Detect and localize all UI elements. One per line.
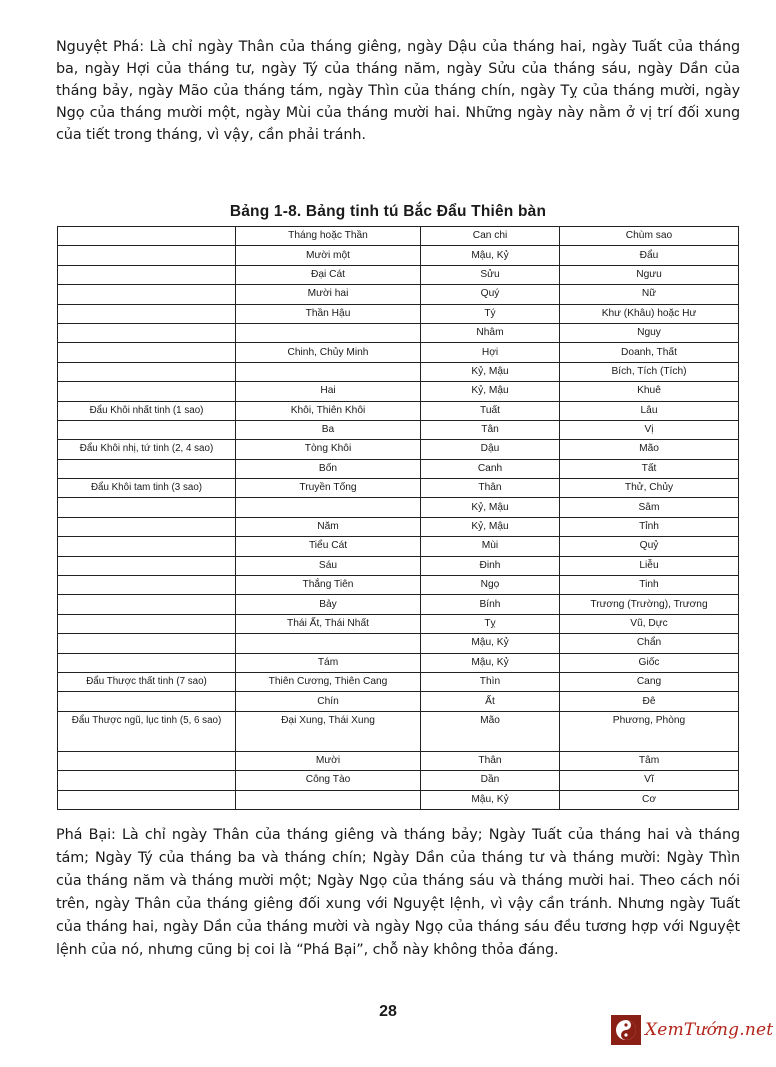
- table-cell: Doanh, Thất: [560, 343, 739, 362]
- table-cell: Đẩu Khôi nhất tinh (1 sao): [58, 401, 236, 420]
- table-cell: [58, 790, 236, 809]
- table-cell: Mão: [421, 711, 560, 751]
- table-cell: Đại Cát: [236, 265, 421, 284]
- table-cell: [58, 265, 236, 284]
- table-header-row: [58, 227, 739, 246]
- table-cell: Ngưu: [560, 265, 739, 284]
- table-row: [58, 672, 739, 691]
- table-cell: Thân: [421, 751, 560, 770]
- table-cell: Mùi: [421, 537, 560, 556]
- table-row: [58, 265, 739, 284]
- table-cell: Tuất: [421, 401, 560, 420]
- table-cell: [58, 751, 236, 770]
- table-cell: [236, 323, 421, 342]
- table-row: [58, 614, 739, 633]
- table-row: [58, 304, 739, 323]
- table-cell: Dần: [421, 771, 560, 790]
- table-cell: Quỷ: [560, 537, 739, 556]
- table-cell: Đê: [560, 692, 739, 711]
- table-cell: [236, 634, 421, 653]
- table-cell: Mười hai: [236, 285, 421, 304]
- table-cell: Tiểu Cát: [236, 537, 421, 556]
- table-cell: Tám: [236, 653, 421, 672]
- table-row: [58, 751, 739, 770]
- table-row: [58, 459, 739, 478]
- table-row: [58, 653, 739, 672]
- table-cell: Phương, Phòng: [560, 711, 739, 751]
- table-row: [58, 498, 739, 517]
- header-cell: Can chi: [421, 227, 560, 246]
- table-cell: Ất: [421, 692, 560, 711]
- table-row: [58, 323, 739, 342]
- table-cell: Nữ: [560, 285, 739, 304]
- watermark-logo: [611, 1013, 773, 1047]
- table-cell: Chẩn: [560, 634, 739, 653]
- table-cell: Bảy: [236, 595, 421, 614]
- table-cell: Công Tào: [236, 771, 421, 790]
- table-row: [58, 790, 739, 809]
- paragraph-nguyet-pha: Nguyệt Phá: Là chỉ ngày Thân của tháng giêng, ngày Dậu của tháng hai, ngày Tuất của tháng ba, ngày Hợi của tháng tư, ngày Tý của tháng năm, ngày Sửu của tháng sáu, ngày Dần của tháng bảy, ngày Mão của tháng tám, ngày Thìn của tháng chín, ngày Tỵ của tháng mười, ngày Ngọ của tháng mười một, ngày Mùi của tháng mười hai. Những ngày này nằm ở vị trí đối xung của tiết trong tháng, vì vậy, cần phải tránh.: [56, 39, 740, 143]
- table-cell: Vị: [560, 420, 739, 439]
- table-cell: Kỷ, Mậu: [421, 362, 560, 381]
- table-row: [58, 537, 739, 556]
- table-cell: Mậu, Kỷ: [421, 790, 560, 809]
- table-row: [58, 401, 739, 420]
- table-cell: [236, 362, 421, 381]
- table-cell: Đẩu Thược thất tinh (7 sao): [58, 672, 236, 691]
- table-cell: Canh: [421, 459, 560, 478]
- table-cell: Nguy: [560, 323, 739, 342]
- table-cell: Mậu, Kỷ: [421, 634, 560, 653]
- table-cell: Đẩu Khôi nhị, tứ tinh (2, 4 sao): [58, 440, 236, 459]
- table-cell: [58, 537, 236, 556]
- table-cell: Thìn: [421, 672, 560, 691]
- table-row: [58, 285, 739, 304]
- table-cell: Tinh: [560, 576, 739, 595]
- table-cell: Sâm: [560, 498, 739, 517]
- table-cell: Đại Xung, Thái Xung: [236, 711, 421, 751]
- table-row: [58, 382, 739, 401]
- table-cell: Cơ: [560, 790, 739, 809]
- table-cell: Liễu: [560, 556, 739, 575]
- table-cell: Ngọ: [421, 576, 560, 595]
- table-cell: Năm: [236, 517, 421, 536]
- table-cell: Trương (Trường), Trương: [560, 595, 739, 614]
- table-cell: Cang: [560, 672, 739, 691]
- table-cell: [58, 362, 236, 381]
- page-number: 28: [379, 1003, 397, 1020]
- table-title: Bảng 1-8. Bảng tinh tú Bắc Đẩu Thiên bàn: [229, 203, 547, 220]
- table-cell: [58, 771, 236, 790]
- table-cell: Dậu: [421, 440, 560, 459]
- table-cell: Chín: [236, 692, 421, 711]
- table-cell: [58, 576, 236, 595]
- table-cell: [58, 285, 236, 304]
- table-cell: Đinh: [421, 556, 560, 575]
- table-cell: Kỷ, Mậu: [421, 498, 560, 517]
- table-cell: Thân: [421, 479, 560, 498]
- table-cell: Lâu: [560, 401, 739, 420]
- paragraph-pha-bai: Phá Bại: Là chỉ ngày Thân của tháng giêng và tháng bảy; Ngày Tuất của tháng hai và tháng tám; Ngày Tý của tháng ba và tháng chín; Ngày Dần của tháng tư và tháng mười: Ngày Thìn của tháng năm và tháng mười một; Ngày Ngọ của tháng sáu và tháng mười hai. Theo cách nói trên, ngày Thân của tháng giêng đối xung với Nguyệt lệnh, vì vậy cần tránh. Nhưng ngày Tuất của tháng hai, ngày Dần của tháng mười và ngày Ngọ của tháng sáu đều tương hợp với Nguyệt lệnh của nó, nhưng cũng bị coi là “Phá Bại”, chỗ này không thỏa đáng.: [56, 827, 740, 958]
- table-cell: Chinh, Chủy Minh: [236, 343, 421, 362]
- table-row: [58, 479, 739, 498]
- table-cell: Nhâm: [421, 323, 560, 342]
- table-row: [58, 556, 739, 575]
- table-cell: Vĩ: [560, 771, 739, 790]
- table-cell: Bốn: [236, 459, 421, 478]
- table-cell: [58, 614, 236, 633]
- table-cell: Mười: [236, 751, 421, 770]
- table-row: [58, 246, 739, 265]
- table-cell: [58, 382, 236, 401]
- table-cell: Thái Ất, Thái Nhất: [236, 614, 421, 633]
- table-cell: Tòng Khôi: [236, 440, 421, 459]
- table-cell: [58, 246, 236, 265]
- table-cell: Mậu, Kỷ: [421, 246, 560, 265]
- table-cell: Mão: [560, 440, 739, 459]
- table-cell: Đẩu Khôi tam tinh (3 sao): [58, 479, 236, 498]
- watermark-text: XemTướng.net: [645, 1020, 774, 1040]
- table-cell: Truyền Tống: [236, 479, 421, 498]
- table-cell: Đẩu: [560, 246, 739, 265]
- table-cell: [58, 692, 236, 711]
- table-cell: [58, 459, 236, 478]
- table-cell: Bích, Tích (Tích): [560, 362, 739, 381]
- table-cell: Khuê: [560, 382, 739, 401]
- table-cell: Quý: [421, 285, 560, 304]
- table-row: [58, 576, 739, 595]
- table-row: [58, 343, 739, 362]
- table-cell: [58, 304, 236, 323]
- table-cell: Giốc: [560, 653, 739, 672]
- table-cell: Tỉnh: [560, 517, 739, 536]
- table-cell: Mười một: [236, 246, 421, 265]
- table-cell: Tất: [560, 459, 739, 478]
- table-cell: Kỷ, Mậu: [421, 382, 560, 401]
- table-cell: [58, 420, 236, 439]
- table-cell: [58, 323, 236, 342]
- table-cell: [58, 343, 236, 362]
- table-cell: [58, 634, 236, 653]
- table-cell: Thiên Cương, Thiên Cang: [236, 672, 421, 691]
- table-cell: [58, 653, 236, 672]
- table-cell: Vũ, Dực: [560, 614, 739, 633]
- table-row: [58, 440, 739, 459]
- table-cell: Hai: [236, 382, 421, 401]
- table-row: [58, 595, 739, 614]
- table-cell: Mậu, Kỷ: [421, 653, 560, 672]
- table-row: [58, 771, 739, 790]
- table-cell: Tỵ: [421, 614, 560, 633]
- table-cell: [58, 556, 236, 575]
- header-cell: Chùm sao: [560, 227, 739, 246]
- table-row: [58, 362, 739, 381]
- table-cell: Ba: [236, 420, 421, 439]
- table-cell: [58, 517, 236, 536]
- table-cell: [58, 595, 236, 614]
- table-row: [58, 420, 739, 439]
- table-cell: Kỷ, Mậu: [421, 517, 560, 536]
- header-cell: Tháng hoặc Thần: [236, 227, 421, 246]
- yin-yang-icon: [611, 1015, 641, 1045]
- table-cell: Bính: [421, 595, 560, 614]
- table-cell: Tý: [421, 304, 560, 323]
- table-cell: Thử, Chủy: [560, 479, 739, 498]
- header-cell: [58, 227, 236, 246]
- table-cell: Thần Hậu: [236, 304, 421, 323]
- table-cell: Sửu: [421, 265, 560, 284]
- table-row: [58, 692, 739, 711]
- table-cell: [236, 790, 421, 809]
- table-row: [58, 517, 739, 536]
- table-cell: [58, 498, 236, 517]
- table-row: [58, 634, 739, 653]
- table-cell: Tâm: [560, 751, 739, 770]
- table-cell: Sáu: [236, 556, 421, 575]
- table-cell: Đẩu Thược ngũ, lục tinh (5, 6 sao): [58, 711, 236, 751]
- table-cell: Khôi, Thiên Khôi: [236, 401, 421, 420]
- star-table: [57, 226, 739, 810]
- table-cell: Thắng Tiên: [236, 576, 421, 595]
- table-cell: Tân: [421, 420, 560, 439]
- table-cell: Hợi: [421, 343, 560, 362]
- table-cell: Khư (Khâu) hoặc Hư: [560, 304, 739, 323]
- table-cell: [236, 498, 421, 517]
- table-row: [58, 711, 739, 751]
